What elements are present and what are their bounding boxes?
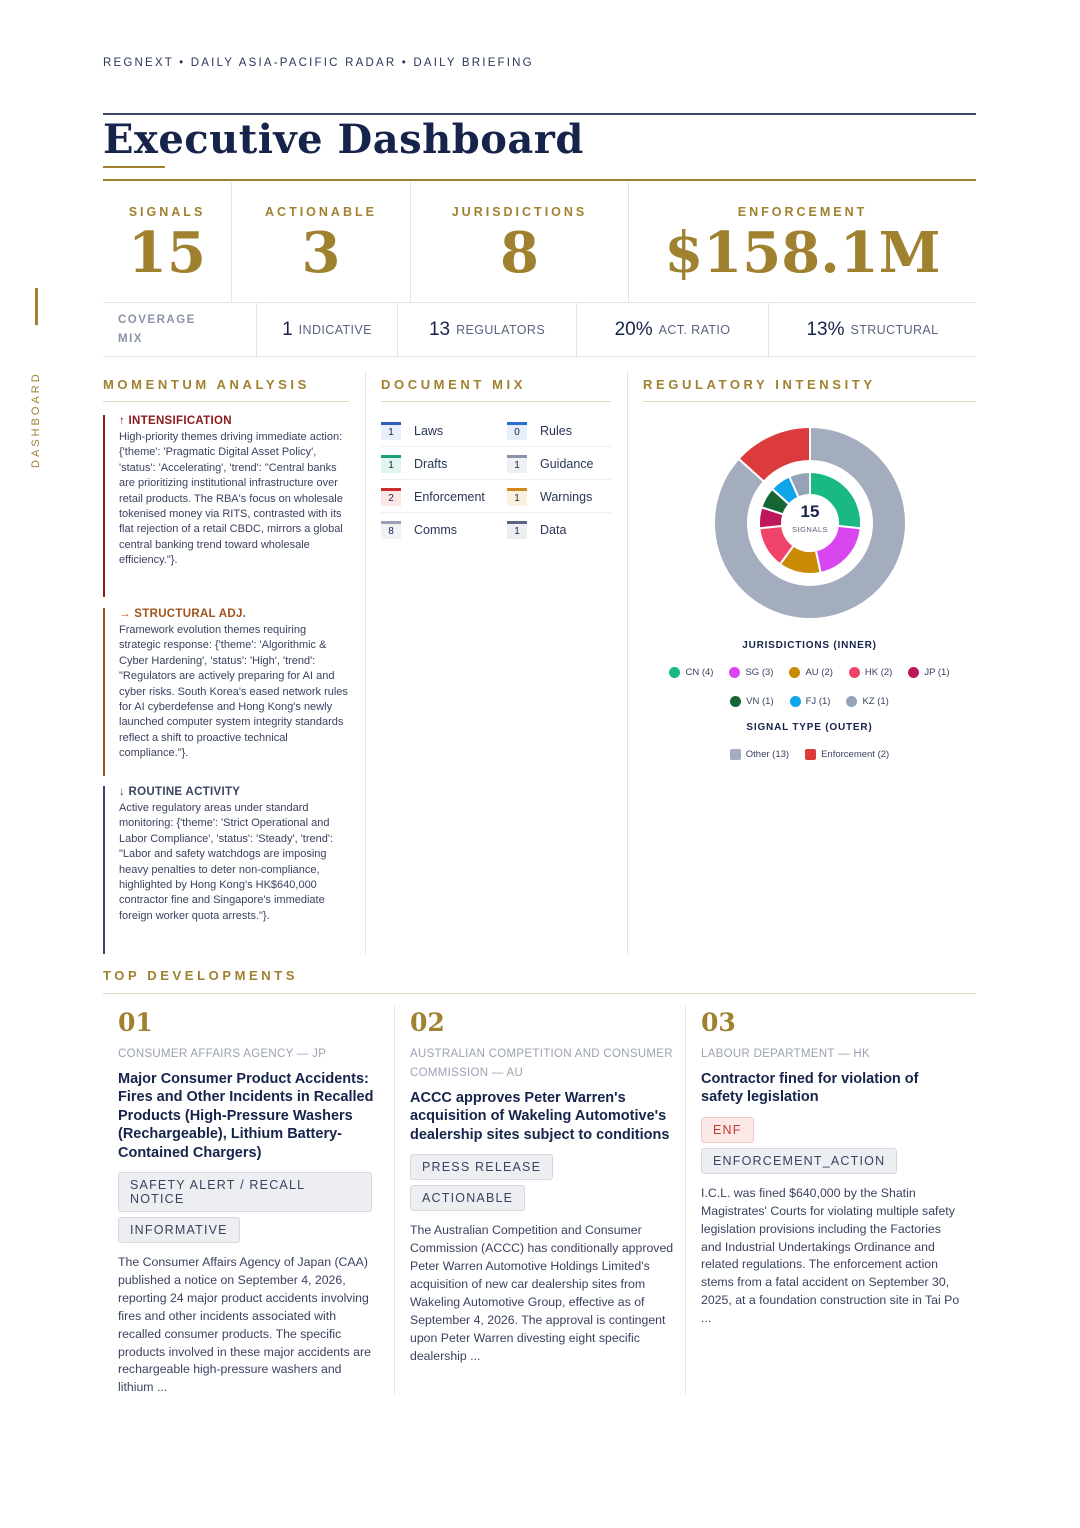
column-divider [365,372,366,954]
divider [410,182,411,302]
legend-caption-inner: JURISDICTIONS (INNER) [742,640,877,651]
coverage-item [577,304,768,356]
page-title: Executive Dashboard [103,116,584,163]
divider [768,303,769,356]
section-title-doc-mix: DOCUMENT MIX [381,377,527,392]
column-divider [394,1006,395,1394]
legend-label: KZ (1) [862,696,889,707]
development-title[interactable]: ACCC approves Peter Warren's acquisition of Wakeling Automotive's dealership sites subject to conditions [410,1090,670,1143]
momentum-title: → STRUCTURAL ADJ. [119,608,247,620]
legend-label: JP (1) [924,667,950,678]
coverage-item-label: ACT. RATIO [658,323,731,337]
regulatory-intensity-donut [714,427,906,619]
kpi-value: $158.1M [664,220,941,286]
development-summary: The Australian Competition and Consumer Commission (ACCC) has conditionally approved Peter Warren Automotive Holdings Limited's acquisition of new car dealership sites from Wakeling Automotive Group, effective as of September 4, 2026. The approval is contingent upon Peter Warren divesting eight specific dealership ... [410,1223,674,1363]
donut-center-label: SIGNALS [791,525,828,534]
column-divider [685,1006,686,1394]
kpi-enforcement [629,182,976,302]
momentum-body: High-priority themes driving immediate action: {'theme': 'Pragmatic Digital Asset Policy', 'status': 'Accelerating', 'trend': "Central banks are prioritizing institutional infrastructure over retail products. The RBA's focus on wholesale tokenised money via RITS, contrasted with its flat rejection of a retail CBDC, mirrors a global central banking trend toward wholesale efficiency."}. [119,431,343,567]
doc-type-label: Comms [414,523,458,537]
coverage-label: COVERAGE MIX [118,314,196,345]
divider [103,302,976,303]
kpi-value: 8 [500,220,539,286]
development-tag: ACTIONABLE [410,1185,525,1211]
doc-mix-item [507,514,566,546]
row-divider [381,479,611,480]
doc-mix-item [507,415,572,447]
development-title[interactable]: Major Consumer Product Accidents: Fires and Other Incidents in Recalled Products (High-Pressure Washers (Rechargeable), Lithium Battery-Contained Chargers) [118,1071,374,1161]
legend-item [790,696,831,707]
doc-count-badge: 1 [507,488,527,506]
legend-item [729,667,773,678]
legend-label: AU (2) [805,667,833,678]
section-title-intensity: REGULATORY INTENSITY [643,377,876,392]
section-rule [103,401,349,402]
doc-count-badge: 0 [507,422,527,440]
legend-outer-row [643,749,976,760]
section-rule [103,993,976,994]
development-tag: ENFORCEMENT_ACTION [701,1148,897,1174]
coverage-num: 13% [806,319,845,340]
development-tag: PRESS RELEASE [410,1154,553,1180]
doc-type-label: Guidance [540,457,594,471]
development-agency: CONSUMER AFFAIRS AGENCY — JP [118,1048,327,1060]
legend-label: HK (2) [864,667,893,678]
legend-inner-row [643,667,976,678]
legend-item [846,696,888,707]
legend-item [669,667,713,678]
top-rule [103,113,976,115]
legend-inner-row [643,696,976,707]
legend-swatch [908,667,919,678]
kpi-actionable [232,182,410,302]
doc-mix-item [381,514,457,546]
legend-label: FJ (1) [805,696,831,707]
kpi-jurisdictions [411,182,628,302]
legend-item [730,749,789,760]
section-title-top-developments: TOP DEVELOPMENTS [103,968,299,983]
development-tag: SAFETY ALERT / RECALL NOTICE [118,1172,372,1212]
doc-count-badge: 1 [507,521,527,539]
donut-center-value: 15 [800,502,820,521]
legend-swatch [729,667,740,678]
coverage-item [769,304,976,356]
side-section-label: DASHBOARD [30,371,42,468]
gold-rule [103,179,976,181]
momentum-routine [103,786,348,954]
divider [576,303,577,356]
development-card-1[interactable] [118,1008,380,1397]
legend-swatch [846,696,857,707]
legend-item [730,696,773,707]
coverage-num: 1 [282,319,293,340]
momentum-body: Framework evolution themes requiring strategic response: {'theme': 'Algorithmic & Cyber Hardening', 'status': 'High', 'trend': "Regulators are actively preparing for AI and cyber risks. South Korea's eased network rules for AI cyberdefense and Hong Kong's newly launched computer system integrity standards reflect a shift to proactive technical compliance."}. [119,624,348,760]
legend-label: Enforcement (2) [821,749,890,760]
doc-type-label: Warnings [540,490,593,504]
legend-swatch [789,667,800,678]
legend-label: CN (4) [685,667,714,678]
section-title-momentum: MOMENTUM ANALYSIS [103,377,310,392]
coverage-item-label: INDICATIVE [298,323,372,337]
kpi-label: ACTIONABLE [265,205,377,219]
kpi-value: 3 [301,220,341,286]
legend-label: SG (3) [745,667,774,678]
development-title[interactable]: Contractor fined for violation of safety legislation [701,1071,919,1106]
doc-count-badge: 1 [507,455,527,473]
breadcrumb: REGNEXT • DAILY ASIA-PACIFIC RADAR • DAILY BRIEFING [103,57,534,69]
momentum-body: Active regulatory areas under standard monitoring: {'theme': 'Strict Operational and Labor Compliance', 'status': 'Steady', 'trend': "Labor and safety watchdogs are imposing heavy penalties to deter non-compliance, highlighted by Hong Kong's HK$640,000 contractor fine and Singapore's immediate foreign worker quota arrests."}. [119,802,334,922]
doc-mix-item [381,415,443,447]
doc-type-label: Enforcement [414,490,485,504]
kpi-value: 15 [128,220,206,286]
momentum-title: ↑ INTENSIFICATION [119,415,232,427]
doc-type-label: Data [540,523,567,537]
legend-swatch [730,696,741,707]
coverage-num: 20% [614,319,653,340]
doc-mix-item [381,481,485,513]
divider [103,356,976,357]
column-divider [627,372,628,954]
development-agency: LABOUR DEPARTMENT — HK [701,1048,870,1060]
doc-mix-item [507,448,594,480]
doc-mix-item [507,481,592,513]
legend-swatch [849,667,860,678]
divider [231,182,232,302]
development-card-3[interactable] [701,1008,963,1328]
kpi-label: JURISDICTIONS [451,205,588,219]
row-divider [381,512,611,513]
kpi-label: ENFORCEMENT [737,205,868,219]
section-rule [381,401,611,402]
development-tag: INFORMATIVE [118,1217,240,1243]
development-agency: AUSTRALIAN COMPETITION AND CONSUMER COMMISSION — AU [410,1048,673,1079]
section-rule [643,401,976,402]
coverage-item-label: REGULATORS [456,323,546,337]
momentum-structural [103,608,348,776]
legend-label: VN (1) [746,696,774,707]
coverage-num: 13 [428,319,451,340]
doc-count-badge: 1 [381,422,401,440]
development-summary: The Consumer Affairs Agency of Japan (CAA) published a notice on September 4, 2026, reporting 24 major product accidents involving fires and other incidents associated with recalled consumer products. The specific products involved in these major accidents are rechargeable high-pressure washers and lithium ... [118,1255,371,1395]
divider [397,303,398,356]
legend-item [789,667,832,678]
kpi-label: SIGNALS [128,205,206,219]
doc-count-badge: 2 [381,488,401,506]
coverage-item [398,304,576,356]
legend-item [805,749,889,760]
legend-swatch [790,696,801,707]
divider [628,182,629,302]
coverage-item-label: STRUCTURAL [850,323,939,337]
legend-swatch [669,667,680,678]
legend-swatch [730,749,741,760]
legend-label: Other (13) [745,749,790,760]
doc-count-badge: 1 [381,455,401,473]
doc-type-label: Laws [414,424,444,438]
doc-mix-item [381,448,447,480]
development-number: 02 [410,1008,445,1037]
development-number: 01 [118,1008,153,1037]
legend-caption-outer: SIGNAL TYPE (OUTER) [746,722,873,733]
legend-swatch [805,749,816,760]
development-card-2[interactable] [410,1008,674,1365]
row-divider [381,446,611,447]
side-accent-bar [35,288,38,325]
development-number: 03 [701,1008,736,1037]
development-summary: I.C.L. was fined $640,000 by the Shatin Magistrates' Courts for violating multiple safety legislation provisions including the Factories and Industrial Undertakings Ordinance and related regulations. The enforcement action stems from a fatal accident on September 30, 2025, at a foundation construction site in Tai Po ... [701,1185,960,1326]
coverage-item [257,304,397,356]
doc-type-label: Drafts [414,457,448,471]
momentum-intensification [103,415,348,597]
momentum-title: ↓ ROUTINE ACTIVITY [119,786,241,798]
legend-item [908,667,949,678]
title-underline [103,166,165,168]
kpi-signals [103,182,231,302]
divider [256,303,257,356]
doc-count-badge: 8 [381,521,401,539]
legend-item [849,667,892,678]
doc-type-label: Rules [540,424,572,438]
development-tag-enf: ENF [701,1117,754,1143]
